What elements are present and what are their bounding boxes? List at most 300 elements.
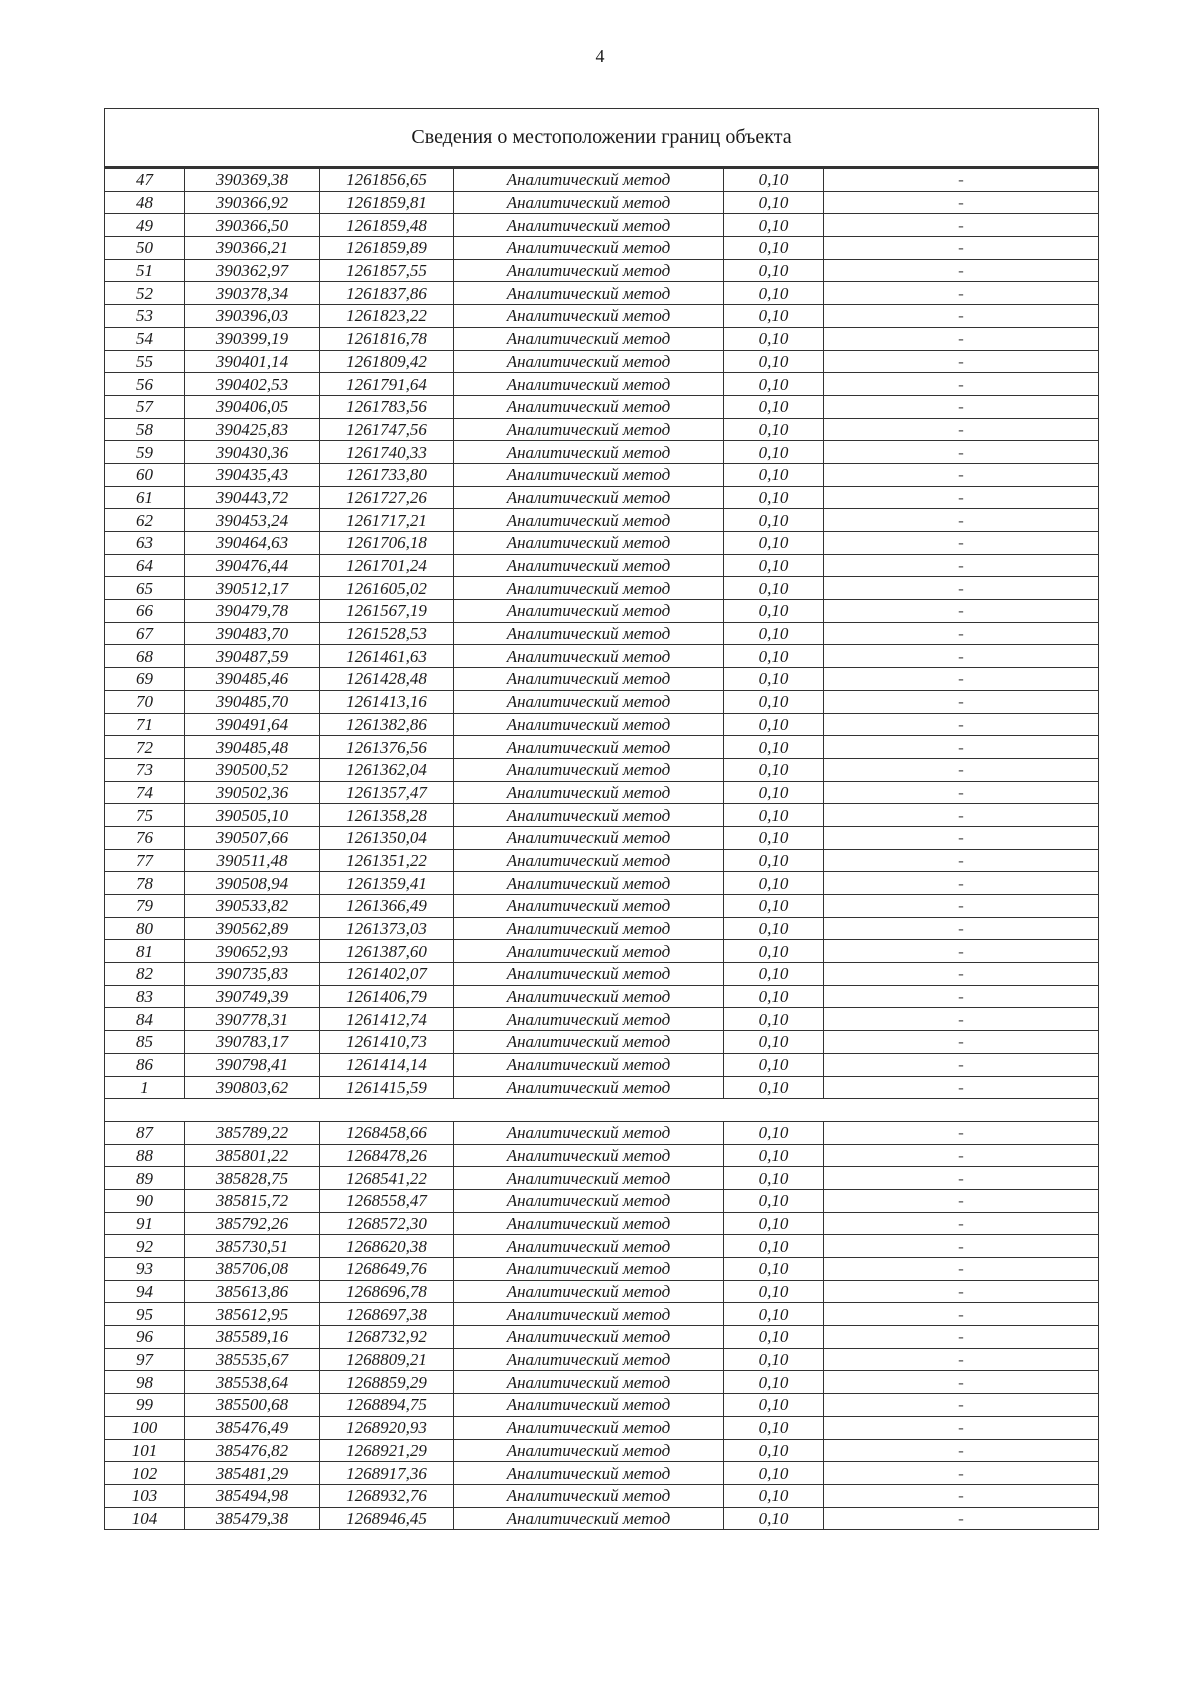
note-cell: - xyxy=(824,509,1099,532)
coord-x-cell: 385538,64 xyxy=(185,1371,320,1394)
coord-y-cell: 1261357,47 xyxy=(320,781,454,804)
method-cell: Аналитический метод xyxy=(454,214,724,237)
coord-y-cell: 1261382,86 xyxy=(320,713,454,736)
point-number-cell: 91 xyxy=(105,1212,185,1235)
point-number-cell: 93 xyxy=(105,1258,185,1281)
note-cell: - xyxy=(824,191,1099,214)
method-cell: Аналитический метод xyxy=(454,168,724,192)
table-row xyxy=(105,554,1099,577)
accuracy-cell: 0,10 xyxy=(724,849,824,872)
note-cell: - xyxy=(824,282,1099,305)
coord-y-cell: 1261567,19 xyxy=(320,600,454,623)
coord-y-cell: 1261717,21 xyxy=(320,509,454,532)
point-number-cell: 58 xyxy=(105,418,185,441)
table-row xyxy=(105,690,1099,713)
method-cell: Аналитический метод xyxy=(454,1167,724,1190)
note-cell: - xyxy=(824,1280,1099,1303)
accuracy-cell: 0,10 xyxy=(724,1394,824,1417)
coord-y-cell: 1268894,75 xyxy=(320,1394,454,1417)
table-row xyxy=(105,305,1099,328)
accuracy-cell: 0,10 xyxy=(724,214,824,237)
coord-x-cell: 390485,48 xyxy=(185,736,320,759)
accuracy-cell: 0,10 xyxy=(724,1371,824,1394)
coord-x-cell: 390562,89 xyxy=(185,917,320,940)
table-row xyxy=(105,1439,1099,1462)
coord-x-cell: 390406,05 xyxy=(185,395,320,418)
point-number-cell: 83 xyxy=(105,985,185,1008)
group-separator-cell xyxy=(105,1099,1099,1122)
coord-y-cell: 1261701,24 xyxy=(320,554,454,577)
coord-y-cell: 1261350,04 xyxy=(320,826,454,849)
coord-y-cell: 1261351,22 xyxy=(320,849,454,872)
table-row xyxy=(105,486,1099,509)
table-row xyxy=(105,214,1099,237)
method-cell: Аналитический метод xyxy=(454,1121,724,1144)
note-cell: - xyxy=(824,1167,1099,1190)
point-number-cell: 55 xyxy=(105,350,185,373)
point-number-cell: 49 xyxy=(105,214,185,237)
coord-x-cell: 390483,70 xyxy=(185,622,320,645)
coord-x-cell: 390507,66 xyxy=(185,826,320,849)
method-cell: Аналитический метод xyxy=(454,1326,724,1349)
note-cell: - xyxy=(824,1484,1099,1507)
note-cell: - xyxy=(824,1303,1099,1326)
coord-x-cell: 385535,67 xyxy=(185,1348,320,1371)
accuracy-cell: 0,10 xyxy=(724,1348,824,1371)
coord-x-cell: 390485,70 xyxy=(185,690,320,713)
page-number: 4 xyxy=(595,46,605,66)
coord-x-cell: 390508,94 xyxy=(185,872,320,895)
method-cell: Аналитический метод xyxy=(454,1144,724,1167)
table-row xyxy=(105,1371,1099,1394)
method-cell: Аналитический метод xyxy=(454,985,724,1008)
table-row xyxy=(105,826,1099,849)
note-cell: - xyxy=(824,668,1099,691)
coord-y-cell: 1268917,36 xyxy=(320,1462,454,1485)
method-cell: Аналитический метод xyxy=(454,395,724,418)
note-cell: - xyxy=(824,1326,1099,1349)
point-number-cell: 84 xyxy=(105,1008,185,1031)
accuracy-cell: 0,10 xyxy=(724,1303,824,1326)
coord-y-cell: 1261373,03 xyxy=(320,917,454,940)
coord-x-cell: 385613,86 xyxy=(185,1280,320,1303)
point-number-cell: 67 xyxy=(105,622,185,645)
coord-y-cell: 1261413,16 xyxy=(320,690,454,713)
method-cell: Аналитический метод xyxy=(454,1031,724,1054)
method-cell: Аналитический метод xyxy=(454,872,724,895)
point-number-cell: 98 xyxy=(105,1371,185,1394)
accuracy-cell: 0,10 xyxy=(724,1144,824,1167)
method-cell: Аналитический метод xyxy=(454,1212,724,1235)
coord-y-cell: 1268697,38 xyxy=(320,1303,454,1326)
table-row xyxy=(105,1462,1099,1485)
method-cell: Аналитический метод xyxy=(454,963,724,986)
table-row xyxy=(105,1507,1099,1530)
point-number-cell: 63 xyxy=(105,532,185,555)
coord-y-cell: 1261823,22 xyxy=(320,305,454,328)
table-row xyxy=(105,895,1099,918)
note-cell: - xyxy=(824,1031,1099,1054)
coord-y-cell: 1261362,04 xyxy=(320,758,454,781)
accuracy-cell: 0,10 xyxy=(724,350,824,373)
note-cell: - xyxy=(824,1076,1099,1099)
note-cell: - xyxy=(824,917,1099,940)
coord-y-cell: 1261605,02 xyxy=(320,577,454,600)
point-number-cell: 70 xyxy=(105,690,185,713)
table-row xyxy=(105,1416,1099,1439)
note-cell: - xyxy=(824,1212,1099,1235)
coord-y-cell: 1268558,47 xyxy=(320,1189,454,1212)
note-cell: - xyxy=(824,622,1099,645)
table-row xyxy=(105,645,1099,668)
point-number-cell: 85 xyxy=(105,1031,185,1054)
accuracy-cell: 0,10 xyxy=(724,963,824,986)
point-number-cell: 73 xyxy=(105,758,185,781)
note-cell: - xyxy=(824,645,1099,668)
note-cell: - xyxy=(824,690,1099,713)
accuracy-cell: 0,10 xyxy=(724,463,824,486)
note-cell: - xyxy=(824,373,1099,396)
table-row xyxy=(105,1258,1099,1281)
method-cell: Аналитический метод xyxy=(454,237,724,260)
point-number-cell: 68 xyxy=(105,645,185,668)
point-number-cell: 82 xyxy=(105,963,185,986)
accuracy-cell: 0,10 xyxy=(724,781,824,804)
method-cell: Аналитический метод xyxy=(454,1076,724,1099)
accuracy-cell: 0,10 xyxy=(724,577,824,600)
coord-y-cell: 1268921,29 xyxy=(320,1439,454,1462)
coord-y-cell: 1268458,66 xyxy=(320,1121,454,1144)
point-number-cell: 77 xyxy=(105,849,185,872)
point-number-cell: 61 xyxy=(105,486,185,509)
coord-y-cell: 1261856,65 xyxy=(320,168,454,192)
point-number-cell: 80 xyxy=(105,917,185,940)
coord-x-cell: 390453,24 xyxy=(185,509,320,532)
point-number-cell: 90 xyxy=(105,1189,185,1212)
coord-y-cell: 1261366,49 xyxy=(320,895,454,918)
coord-y-cell: 1268649,76 xyxy=(320,1258,454,1281)
coord-x-cell: 390435,43 xyxy=(185,463,320,486)
coord-y-cell: 1268920,93 xyxy=(320,1416,454,1439)
coord-y-cell: 1268732,92 xyxy=(320,1326,454,1349)
method-cell: Аналитический метод xyxy=(454,736,724,759)
method-cell: Аналитический метод xyxy=(454,1507,724,1530)
method-cell: Аналитический метод xyxy=(454,1053,724,1076)
accuracy-cell: 0,10 xyxy=(724,940,824,963)
coord-x-cell: 390778,31 xyxy=(185,1008,320,1031)
method-cell: Аналитический метод xyxy=(454,486,724,509)
coord-x-cell: 390749,39 xyxy=(185,985,320,1008)
coord-x-cell: 390476,44 xyxy=(185,554,320,577)
coord-y-cell: 1261387,60 xyxy=(320,940,454,963)
coord-x-cell: 390487,59 xyxy=(185,645,320,668)
accuracy-cell: 0,10 xyxy=(724,418,824,441)
accuracy-cell: 0,10 xyxy=(724,895,824,918)
coord-x-cell: 385500,68 xyxy=(185,1394,320,1417)
point-number-cell: 102 xyxy=(105,1462,185,1485)
accuracy-cell: 0,10 xyxy=(724,259,824,282)
table-row xyxy=(105,373,1099,396)
note-cell: - xyxy=(824,1235,1099,1258)
table-row xyxy=(105,327,1099,350)
table-row xyxy=(105,1121,1099,1144)
coord-x-cell: 385706,08 xyxy=(185,1258,320,1281)
point-number-cell: 81 xyxy=(105,940,185,963)
point-number-cell: 79 xyxy=(105,895,185,918)
point-number-cell: 1 xyxy=(105,1076,185,1099)
coord-x-cell: 390502,36 xyxy=(185,781,320,804)
accuracy-cell: 0,10 xyxy=(724,1031,824,1054)
method-cell: Аналитический метод xyxy=(454,1462,724,1485)
table-row xyxy=(105,1484,1099,1507)
point-number-cell: 47 xyxy=(105,168,185,192)
table-row xyxy=(105,736,1099,759)
note-cell: - xyxy=(824,327,1099,350)
method-cell: Аналитический метод xyxy=(454,1258,724,1281)
coord-y-cell: 1268932,76 xyxy=(320,1484,454,1507)
accuracy-cell: 0,10 xyxy=(724,305,824,328)
table-row xyxy=(105,622,1099,645)
method-cell: Аналитический метод xyxy=(454,849,724,872)
accuracy-cell: 0,10 xyxy=(724,168,824,192)
coord-x-cell: 390362,97 xyxy=(185,259,320,282)
note-cell: - xyxy=(824,168,1099,192)
method-cell: Аналитический метод xyxy=(454,804,724,827)
coord-x-cell: 385730,51 xyxy=(185,1235,320,1258)
coord-y-cell: 1261859,48 xyxy=(320,214,454,237)
coord-y-cell: 1268946,45 xyxy=(320,1507,454,1530)
coord-x-cell: 385792,26 xyxy=(185,1212,320,1235)
accuracy-cell: 0,10 xyxy=(724,1326,824,1349)
method-cell: Аналитический метод xyxy=(454,826,724,849)
method-cell: Аналитический метод xyxy=(454,622,724,645)
coord-x-cell: 390430,36 xyxy=(185,441,320,464)
note-cell: - xyxy=(824,736,1099,759)
coord-x-cell: 390401,14 xyxy=(185,350,320,373)
coord-x-cell: 390783,17 xyxy=(185,1031,320,1054)
table-row xyxy=(105,418,1099,441)
coord-x-cell: 385479,38 xyxy=(185,1507,320,1530)
coord-y-cell: 1268541,22 xyxy=(320,1167,454,1190)
coord-y-cell: 1268696,78 xyxy=(320,1280,454,1303)
table-row xyxy=(105,237,1099,260)
method-cell: Аналитический метод xyxy=(454,940,724,963)
method-cell: Аналитический метод xyxy=(454,305,724,328)
method-cell: Аналитический метод xyxy=(454,1371,724,1394)
method-cell: Аналитический метод xyxy=(454,1280,724,1303)
point-number-cell: 54 xyxy=(105,327,185,350)
table-row xyxy=(105,963,1099,986)
accuracy-cell: 0,10 xyxy=(724,736,824,759)
accuracy-cell: 0,10 xyxy=(724,1189,824,1212)
note-cell: - xyxy=(824,237,1099,260)
table-row xyxy=(105,1303,1099,1326)
method-cell: Аналитический метод xyxy=(454,191,724,214)
point-number-cell: 65 xyxy=(105,577,185,600)
coord-y-cell: 1261410,73 xyxy=(320,1031,454,1054)
point-number-cell: 69 xyxy=(105,668,185,691)
method-cell: Аналитический метод xyxy=(454,282,724,305)
table-title: Сведения о местоположении границ объекта xyxy=(105,109,1099,168)
note-cell: - xyxy=(824,463,1099,486)
note-cell: - xyxy=(824,713,1099,736)
accuracy-cell: 0,10 xyxy=(724,758,824,781)
table-row xyxy=(105,441,1099,464)
note-cell: - xyxy=(824,1053,1099,1076)
point-number-cell: 89 xyxy=(105,1167,185,1190)
point-number-cell: 97 xyxy=(105,1348,185,1371)
method-cell: Аналитический метод xyxy=(454,1348,724,1371)
table-row xyxy=(105,600,1099,623)
coord-x-cell: 390369,38 xyxy=(185,168,320,192)
coord-x-cell: 385789,22 xyxy=(185,1121,320,1144)
coord-y-cell: 1261402,07 xyxy=(320,963,454,986)
point-number-cell: 87 xyxy=(105,1121,185,1144)
coord-y-cell: 1261528,53 xyxy=(320,622,454,645)
accuracy-cell: 0,10 xyxy=(724,713,824,736)
accuracy-cell: 0,10 xyxy=(724,282,824,305)
table-row xyxy=(105,1189,1099,1212)
note-cell: - xyxy=(824,804,1099,827)
note-cell: - xyxy=(824,826,1099,849)
table-row xyxy=(105,395,1099,418)
coord-x-cell: 390464,63 xyxy=(185,532,320,555)
table-row xyxy=(105,849,1099,872)
accuracy-cell: 0,10 xyxy=(724,1280,824,1303)
table-row xyxy=(105,985,1099,1008)
method-cell: Аналитический метод xyxy=(454,532,724,555)
coord-x-cell: 385589,16 xyxy=(185,1326,320,1349)
point-number-cell: 52 xyxy=(105,282,185,305)
method-cell: Аналитический метод xyxy=(454,1394,724,1417)
table-title-row xyxy=(105,109,1099,168)
note-cell: - xyxy=(824,1462,1099,1485)
point-number-cell: 75 xyxy=(105,804,185,827)
point-number-cell: 53 xyxy=(105,305,185,328)
method-cell: Аналитический метод xyxy=(454,509,724,532)
table-row xyxy=(105,463,1099,486)
note-cell: - xyxy=(824,1008,1099,1031)
coord-y-cell: 1261461,63 xyxy=(320,645,454,668)
table-row xyxy=(105,1053,1099,1076)
method-cell: Аналитический метод xyxy=(454,350,724,373)
note-cell: - xyxy=(824,350,1099,373)
note-cell: - xyxy=(824,963,1099,986)
method-cell: Аналитический метод xyxy=(454,327,724,350)
point-number-cell: 71 xyxy=(105,713,185,736)
method-cell: Аналитический метод xyxy=(454,418,724,441)
note-cell: - xyxy=(824,758,1099,781)
accuracy-cell: 0,10 xyxy=(724,1439,824,1462)
table-row xyxy=(105,940,1099,963)
method-cell: Аналитический метод xyxy=(454,917,724,940)
coord-x-cell: 390366,21 xyxy=(185,237,320,260)
note-cell: - xyxy=(824,305,1099,328)
table-row xyxy=(105,509,1099,532)
coord-x-cell: 390512,17 xyxy=(185,577,320,600)
method-cell: Аналитический метод xyxy=(454,645,724,668)
accuracy-cell: 0,10 xyxy=(724,191,824,214)
method-cell: Аналитический метод xyxy=(454,690,724,713)
coord-y-cell: 1261809,42 xyxy=(320,350,454,373)
note-cell: - xyxy=(824,1144,1099,1167)
coord-y-cell: 1261837,86 xyxy=(320,282,454,305)
method-cell: Аналитический метод xyxy=(454,781,724,804)
accuracy-cell: 0,10 xyxy=(724,1462,824,1485)
note-cell: - xyxy=(824,532,1099,555)
point-number-cell: 95 xyxy=(105,1303,185,1326)
accuracy-cell: 0,10 xyxy=(724,1076,824,1099)
accuracy-cell: 0,10 xyxy=(724,1484,824,1507)
method-cell: Аналитический метод xyxy=(454,1303,724,1326)
table-row xyxy=(105,804,1099,827)
point-number-cell: 101 xyxy=(105,1439,185,1462)
coord-y-cell: 1261376,56 xyxy=(320,736,454,759)
coord-x-cell: 390533,82 xyxy=(185,895,320,918)
coord-y-cell: 1261816,78 xyxy=(320,327,454,350)
coord-y-cell: 1261859,89 xyxy=(320,237,454,260)
note-cell: - xyxy=(824,600,1099,623)
point-number-cell: 62 xyxy=(105,509,185,532)
accuracy-cell: 0,10 xyxy=(724,1008,824,1031)
point-number-cell: 94 xyxy=(105,1280,185,1303)
coord-x-cell: 385815,72 xyxy=(185,1189,320,1212)
table-row xyxy=(105,1144,1099,1167)
point-number-cell: 86 xyxy=(105,1053,185,1076)
point-number-cell: 60 xyxy=(105,463,185,486)
point-number-cell: 72 xyxy=(105,736,185,759)
point-number-cell: 51 xyxy=(105,259,185,282)
table-row xyxy=(105,350,1099,373)
note-cell: - xyxy=(824,418,1099,441)
table-row xyxy=(105,1076,1099,1099)
note-cell: - xyxy=(824,895,1099,918)
method-cell: Аналитический метод xyxy=(454,1189,724,1212)
note-cell: - xyxy=(824,259,1099,282)
table-row xyxy=(105,168,1099,192)
method-cell: Аналитический метод xyxy=(454,1484,724,1507)
accuracy-cell: 0,10 xyxy=(724,237,824,260)
accuracy-cell: 0,10 xyxy=(724,441,824,464)
table-row xyxy=(105,1167,1099,1190)
table-row xyxy=(105,1280,1099,1303)
accuracy-cell: 0,10 xyxy=(724,1053,824,1076)
note-cell: - xyxy=(824,577,1099,600)
method-cell: Аналитический метод xyxy=(454,554,724,577)
method-cell: Аналитический метод xyxy=(454,1439,724,1462)
coord-x-cell: 390399,19 xyxy=(185,327,320,350)
method-cell: Аналитический метод xyxy=(454,1416,724,1439)
accuracy-cell: 0,10 xyxy=(724,600,824,623)
coord-y-cell: 1268859,29 xyxy=(320,1371,454,1394)
coord-x-cell: 390505,10 xyxy=(185,804,320,827)
point-number-cell: 66 xyxy=(105,600,185,623)
accuracy-cell: 0,10 xyxy=(724,373,824,396)
group-separator-row xyxy=(105,1099,1099,1122)
table-row xyxy=(105,917,1099,940)
note-cell: - xyxy=(824,849,1099,872)
point-number-cell: 96 xyxy=(105,1326,185,1349)
coord-x-cell: 390500,52 xyxy=(185,758,320,781)
coord-x-cell: 390366,92 xyxy=(185,191,320,214)
coord-y-cell: 1261414,14 xyxy=(320,1053,454,1076)
accuracy-cell: 0,10 xyxy=(724,509,824,532)
coord-y-cell: 1261747,56 xyxy=(320,418,454,441)
accuracy-cell: 0,10 xyxy=(724,1121,824,1144)
table-row xyxy=(105,259,1099,282)
coord-y-cell: 1268478,26 xyxy=(320,1144,454,1167)
accuracy-cell: 0,10 xyxy=(724,917,824,940)
